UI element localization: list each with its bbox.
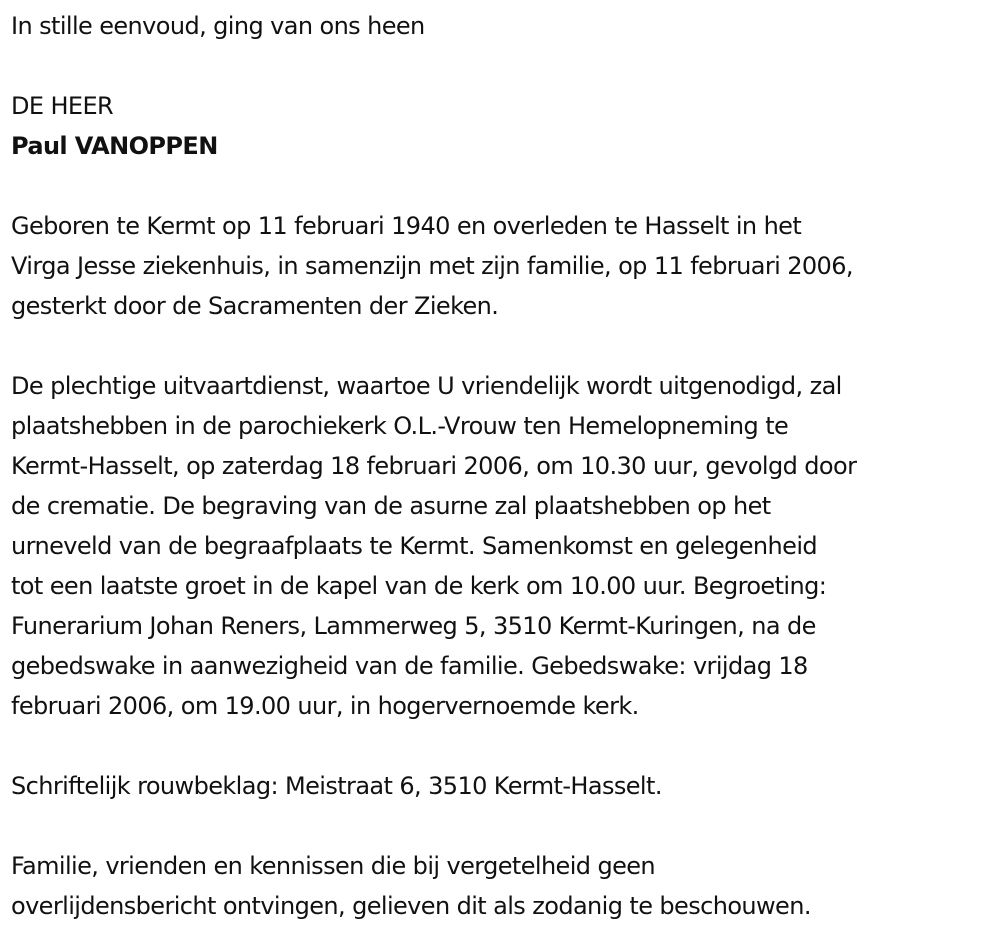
paragraph-line: gebedswake in aanwezigheid van de familie. Gebedswake: vrijdag 18 (11, 652, 808, 680)
honorific-title: DE HEER (11, 92, 114, 120)
paragraph-line: gesterkt door de Sacramenten der Zieken. (11, 292, 499, 320)
intro-line: In stille eenvoud, ging van ons heen (11, 12, 425, 40)
funeral-details-paragraph (11, 366, 991, 726)
paragraph-line: urneveld van de begraafplaats te Kermt. Samenkomst en gelegenheid (11, 532, 818, 560)
paragraph-line: Virga Jesse ziekenhuis, in samenzijn met zijn familie, op 11 februari 2006, (11, 252, 853, 280)
paragraph-line: Schriftelijk rouwbeklag: Meistraat 6, 3510 Kermt-Hasselt. (11, 772, 662, 800)
obituary-notice (11, 6, 991, 926)
paragraph-line: Familie, vrienden en kennissen die bij vergetelheid geen (11, 852, 656, 880)
paragraph-line: tot een laatste groet in de kapel van de kerk om 10.00 uur. Begroeting: (11, 572, 827, 600)
paragraph-line: de crematie. De begraving van de asurne zal plaatshebben op het (11, 492, 771, 520)
paragraph-line: overlijdensbericht ontvingen, gelieven dit als zodanig te beschouwen. (11, 892, 811, 920)
condolence-address-paragraph (11, 766, 991, 806)
paragraph-line: februari 2006, om 19.00 uur, in hogervernoemde kerk. (11, 692, 639, 720)
paragraph-line: Kermt-Hasselt, op zaterdag 18 februari 2006, om 10.30 uur, gevolgd door (11, 452, 857, 480)
birth-death-paragraph (11, 206, 991, 326)
closing-paragraph (11, 846, 991, 926)
paragraph-line: plaatshebben in de parochiekerk O.L.-Vrouw ten Hemelopneming te (11, 412, 789, 440)
deceased-name: Paul VANOPPEN (11, 132, 218, 160)
paragraph-line: Geboren te Kermt op 11 februari 1940 en overleden te Hasselt in het (11, 212, 802, 240)
paragraph-line: Funerarium Johan Reners, Lammerweg 5, 3510 Kermt-Kuringen, na de (11, 612, 816, 640)
paragraph-line: De plechtige uitvaartdienst, waartoe U vriendelijk wordt uitgenodigd, zal (11, 372, 842, 400)
